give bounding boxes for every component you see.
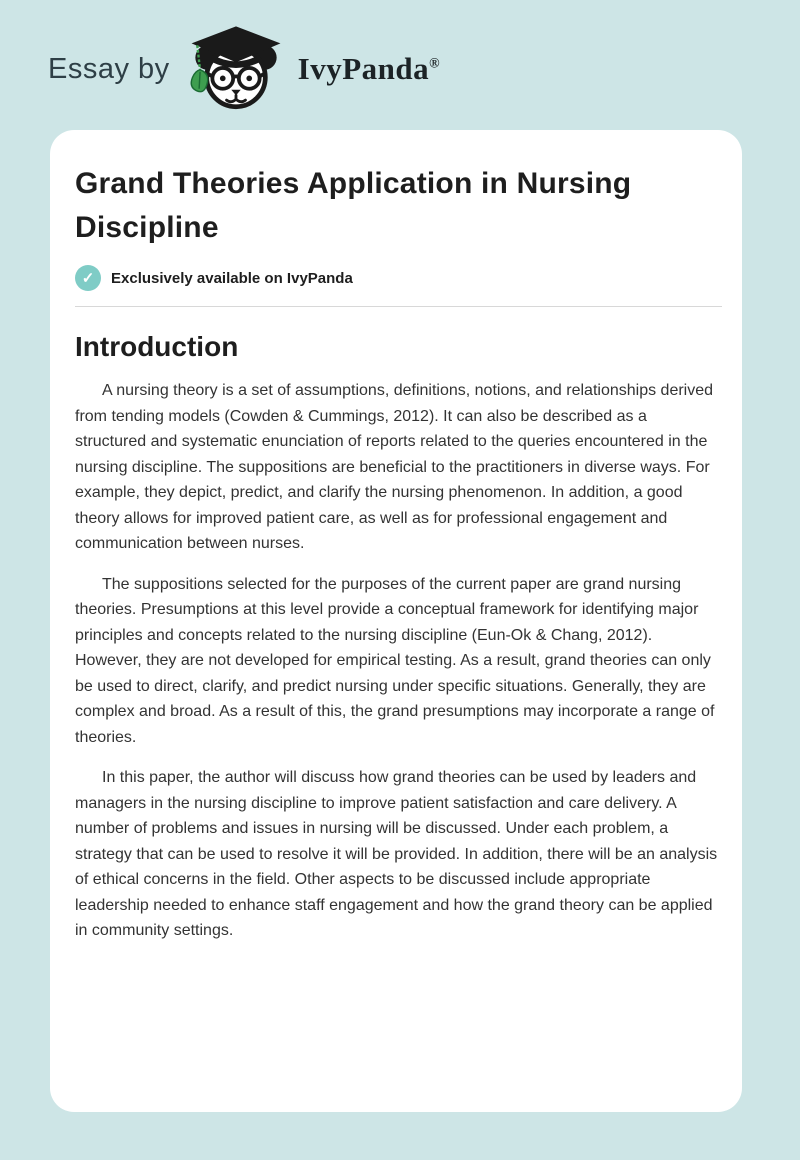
paragraph-2: The suppositions selected for the purposes of the current paper are grand nursing theories. Presumptions at this level provide a conceptual framework for identifying major principles and concepts related to the nursing discipline (Eun-Ok & Chang, 2012). However, they are not developed for empirical testing. As a result, grand theories can only be used to direct, clarify, and predict nursing under specific situations. Generally, they are complex and broad. As a result of this, the grand presumptions may incorporate a range of theories.	[75, 575, 715, 746]
brand-text: IvyPanda	[297, 51, 430, 86]
site-header	[0, 0, 800, 112]
divider	[75, 306, 722, 307]
essay-title: Grand Theories Application in Nursing Discipline	[75, 167, 632, 244]
panda-logo-icon	[184, 24, 288, 115]
registered-mark: ®	[429, 56, 441, 72]
essay-card	[50, 130, 742, 1112]
ivypanda-logo[interactable]	[184, 24, 288, 115]
essay-body	[75, 378, 722, 944]
essay-by-label: Essay by	[48, 52, 170, 85]
checkmark-icon: ✓	[75, 265, 101, 291]
availability-badge	[75, 265, 722, 291]
brand-name[interactable]	[298, 51, 440, 87]
paragraph-3: In this paper, the author will discuss how grand theories can be used by leaders and managers in the nursing discipline to improve patient satisfaction and care delivery. A number of problems and issues in nursing will be discussed. Under each problem, a strategy that can be used to resolve it will be provided. In addition, there will be an analysis of ethical concerns in the field. Other aspects to be discussed include appropriate leadership needed to enhance staff engagement and how the grand theory can be applied in community settings.	[75, 769, 718, 939]
availability-label: Exclusively available on IvyPanda	[111, 269, 353, 287]
section-heading: Introduction	[75, 331, 239, 362]
paragraph-1: A nursing theory is a set of assumptions, definitions, notions, and relationships derived from tending models (Cowden & Cummings, 2012). It can also be described as a structured and systematic enunciation of reports related to the queries encountered in the nursing discipline. The suppositions are beneficial to the practitioners in diverse ways. For example, they depict, predict, and clarify the nursing phenomenon. In addition, a good theory allows for improved patient care, as well as for professional engagement and communication between nurses.	[75, 382, 714, 552]
